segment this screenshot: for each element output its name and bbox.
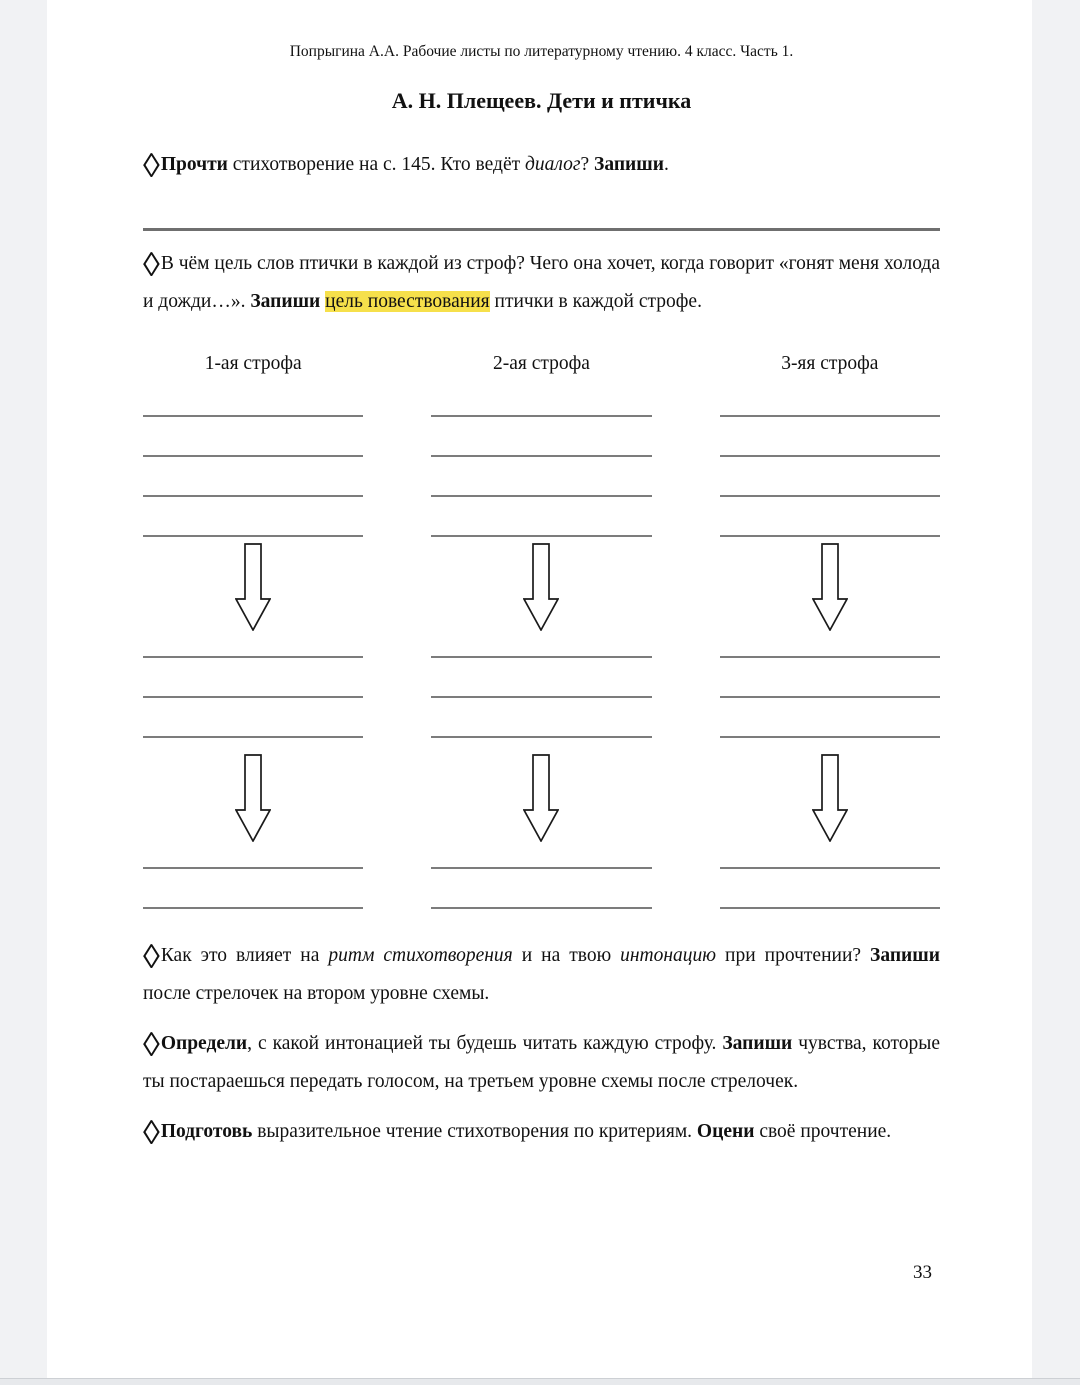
text-segment: ритм стихотворения xyxy=(328,945,513,966)
task-1 xyxy=(143,146,940,184)
write-line xyxy=(720,869,940,909)
page-number: 33 xyxy=(913,1262,932,1283)
write-line xyxy=(431,377,651,417)
write-line xyxy=(720,417,940,457)
write-line xyxy=(720,842,940,869)
write-line xyxy=(143,698,363,738)
down-arrow-icon xyxy=(720,543,940,631)
text-segment: своё прочтение. xyxy=(754,1121,892,1142)
text-segment: и на твою xyxy=(512,945,621,966)
write-line xyxy=(143,869,363,909)
write-line xyxy=(143,658,363,698)
text-segment: , с какой интонацией ты будешь читать каждую строфу. xyxy=(247,1033,723,1054)
text-segment: диалог xyxy=(525,154,581,175)
running-header: Попрыгина А.А. Рабочие листы по литературному чтению. 4 класс. Часть 1. xyxy=(289,43,794,60)
diamond-bullet-icon: ◊ xyxy=(143,939,160,976)
text-segment: Подготовь xyxy=(160,1121,253,1142)
text-segment: Запиши xyxy=(594,154,664,175)
text-segment: Запиши xyxy=(870,945,940,966)
write-line xyxy=(143,457,363,497)
write-line xyxy=(431,497,651,537)
write-line xyxy=(143,228,940,231)
write-line xyxy=(143,417,363,457)
diamond-bullet-icon: ◊ xyxy=(143,1027,160,1064)
text-segment: Запиши xyxy=(722,1033,793,1054)
down-arrow-icon xyxy=(143,543,363,631)
text-segment: Оцени xyxy=(696,1121,755,1142)
text-segment: Запиши xyxy=(250,291,321,312)
write-line xyxy=(431,869,651,909)
task-2 xyxy=(143,245,940,321)
page-title: А. Н. Плещеев. Дети и птичка xyxy=(391,88,692,113)
task-4 xyxy=(143,1025,940,1101)
text-segment: В чём цель слов птички в каждой из строф? Чего она хочет, когда говорит «гонят меня холода и дожди…». xyxy=(143,253,940,312)
text-segment: чувства, которые ты постараешься передать голосом, на третьем уровне схемы после стрелочек. xyxy=(143,1033,940,1092)
schema-columns xyxy=(143,377,940,909)
column-header-2: 2-ая строфа xyxy=(493,353,590,374)
schema-column-2 xyxy=(431,377,651,909)
write-line xyxy=(431,698,651,738)
write-line xyxy=(720,377,940,417)
write-line xyxy=(720,457,940,497)
highlighted-text: цель повествования xyxy=(325,291,490,312)
schema-column-1 xyxy=(143,377,363,909)
down-arrow-icon xyxy=(431,543,651,631)
worksheet-page xyxy=(47,0,1032,1378)
text-segment: интонацию xyxy=(620,945,717,966)
task-5 xyxy=(143,1113,940,1151)
schema-column-3 xyxy=(720,377,940,909)
text-segment: стихотворение на с. 145. Кто ведёт xyxy=(227,154,526,175)
column-header-3: 3-яя строфа xyxy=(781,353,879,374)
stanza-schema xyxy=(143,351,940,909)
diamond-bullet-icon: ◊ xyxy=(143,148,160,185)
write-line xyxy=(431,457,651,497)
text-segment: после стрелочек на втором уровне схемы. xyxy=(143,983,490,1004)
write-line xyxy=(720,631,940,658)
page-content xyxy=(47,42,1032,1151)
text-segment: Определи xyxy=(160,1033,248,1054)
text-segment: при прочтении? xyxy=(716,945,871,966)
text-segment: . xyxy=(664,154,669,175)
write-line xyxy=(431,631,651,658)
text-segment: ? xyxy=(580,154,595,175)
text-segment: птички в каждой строфе. xyxy=(489,291,702,312)
column-header-1: 1-ая строфа xyxy=(204,353,302,374)
text-segment: Как это влияет на xyxy=(160,945,329,966)
down-arrow-icon xyxy=(143,754,363,842)
write-line xyxy=(431,417,651,457)
write-line xyxy=(431,842,651,869)
diamond-bullet-icon: ◊ xyxy=(143,1115,160,1152)
write-line xyxy=(720,698,940,738)
write-line xyxy=(720,497,940,537)
down-arrow-icon xyxy=(431,754,651,842)
task-3 xyxy=(143,937,940,1013)
write-line xyxy=(143,842,363,869)
write-line xyxy=(431,658,651,698)
text-segment: выразительное чтение стихотворения по критериям. xyxy=(252,1121,697,1142)
diamond-bullet-icon: ◊ xyxy=(143,247,160,284)
schema-column-headers xyxy=(143,351,940,377)
write-line xyxy=(720,658,940,698)
text-segment: Прочти xyxy=(160,154,228,175)
write-line xyxy=(143,377,363,417)
write-line xyxy=(143,497,363,537)
page-bottom-edge xyxy=(0,1378,1080,1385)
write-line xyxy=(143,631,363,658)
down-arrow-icon xyxy=(720,754,940,842)
